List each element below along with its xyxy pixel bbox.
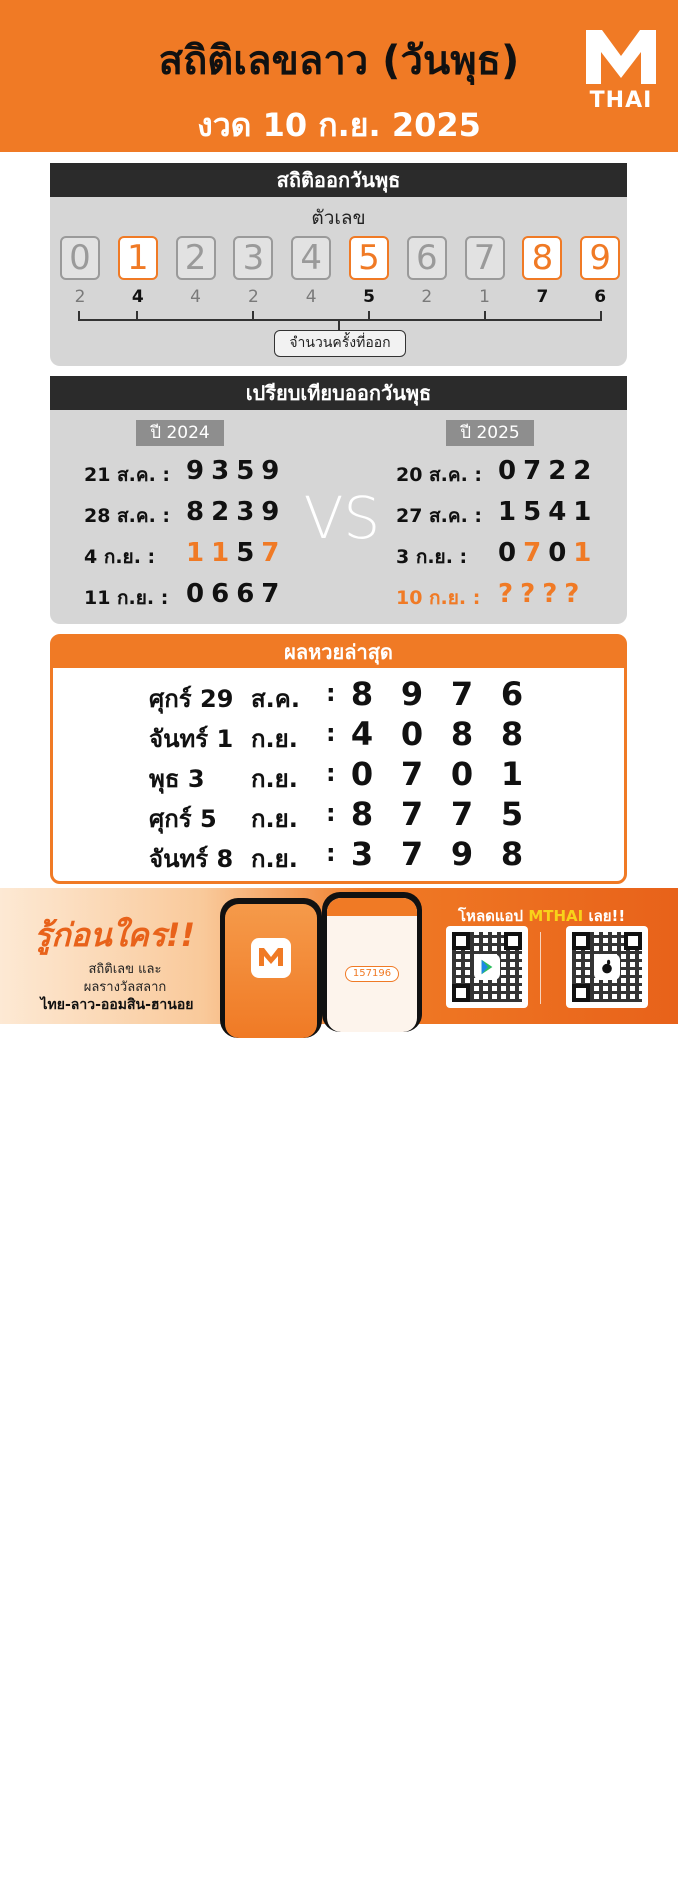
year-tag-left: ปี 2024 (136, 420, 224, 446)
digit-box-8: 8 (522, 236, 562, 280)
qr-corner (624, 932, 642, 950)
digit-count-5: 5 (363, 287, 375, 307)
result-digit: 8 (500, 835, 524, 873)
result-digit: 0 (498, 456, 524, 486)
watermark: MThai.com (300, 1876, 371, 1891)
result-day: จันทร์ 8 (149, 845, 234, 873)
count-axis-line (78, 319, 602, 321)
digit-count-8: 7 (536, 287, 549, 307)
result-digit: 2 (211, 497, 237, 527)
digit-box-1: 1 (118, 236, 158, 280)
phone-image-left (220, 898, 322, 1038)
apple-icon (594, 954, 620, 980)
mthai-logo (580, 30, 662, 120)
axis-label: จำนวนครั้งที่ออก (274, 330, 406, 357)
axis-tick (136, 311, 138, 321)
result-digit: 7 (450, 675, 474, 713)
results-heading: ผลหวยล่าสุด (53, 637, 624, 668)
result-digit: 7 (450, 795, 474, 833)
result-digit: 0 (450, 755, 474, 793)
result-month: ก.ย. (251, 805, 298, 833)
result-digit: 5 (236, 456, 262, 486)
result-digit: 7 (400, 795, 424, 833)
result-digit: 6 (236, 579, 262, 609)
result-colon: : (326, 759, 336, 787)
axis-tick (368, 311, 370, 321)
result-digit: ? (564, 579, 587, 609)
result-digit: 1 (211, 538, 237, 568)
result-digit: 7 (400, 835, 424, 873)
promo-title: รู้ก่อนใคร!! (34, 916, 196, 954)
right-result-number (498, 456, 598, 486)
digit-count-9: 6 (594, 287, 607, 307)
digit-box-0: 0 (60, 236, 100, 280)
result-digit: 8 (186, 497, 212, 527)
left-result-number (186, 579, 286, 609)
result-digit: 0 (498, 538, 524, 568)
right-date-label: 10 ก.ย. : (396, 587, 481, 609)
result-day: ศุกร์ 5 (149, 805, 217, 833)
qr-corner (504, 932, 522, 950)
digit-count-6: 2 (421, 287, 433, 307)
phone-screen-left (225, 904, 317, 1038)
result-digit: 6 (211, 579, 237, 609)
result-month: ส.ค. (251, 685, 300, 713)
result-digit: 0 (400, 715, 424, 753)
digit-box-4: 4 (291, 236, 331, 280)
axis-tick (484, 311, 486, 321)
digit-count-3: 2 (247, 287, 259, 307)
result-digit: 1 (500, 755, 524, 793)
download-suffix: เลย!! (583, 907, 626, 925)
digit-box-9: 9 (580, 236, 620, 280)
axis-tick (78, 311, 80, 321)
download-brand: MTHAI (528, 907, 584, 925)
result-digit: 5 (236, 538, 262, 568)
qr-divider (540, 932, 541, 1004)
result-digit: 9 (450, 835, 474, 873)
left-date-label: 21 ส.ค. : (84, 464, 171, 486)
stats-heading: สถิติออกวันพุธ (50, 163, 627, 197)
compare-heading: เปรียบเทียบออกวันพุธ (50, 376, 627, 410)
left-date-label: 4 ก.ย. : (84, 546, 156, 568)
app-header-bar (327, 898, 417, 916)
result-digit: 1 (573, 538, 599, 568)
android-qr-code[interactable] (446, 926, 528, 1008)
result-digit: 7 (523, 456, 549, 486)
right-date-label: 27 ส.ค. : (396, 505, 483, 527)
year-tag-right: ปี 2025 (446, 420, 534, 446)
result-digit: 4 (350, 715, 374, 753)
result-digit: 1 (186, 538, 212, 568)
result-digit: 7 (400, 755, 424, 793)
digit-count-4: 4 (305, 287, 317, 307)
result-digit: 7 (261, 579, 287, 609)
digit-box-3: 3 (233, 236, 273, 280)
m-logo-icon (586, 30, 656, 84)
qr-corner (572, 984, 590, 1002)
axis-tick (252, 311, 254, 321)
result-month: ก.ย. (251, 725, 298, 753)
download-prefix: โหลดแอป (458, 907, 529, 925)
logo-text: THAI (589, 88, 653, 113)
right-date-label: 3 ก.ย. : (396, 546, 468, 568)
result-day: พุธ 3 (149, 765, 205, 793)
axis-tick (600, 311, 602, 321)
result-day: จันทร์ 1 (149, 725, 234, 753)
result-digit: 5 (500, 795, 524, 833)
phone-screen-right (327, 898, 417, 1032)
result-digit: 9 (261, 456, 287, 486)
right-date-label: 20 ส.ค. : (396, 464, 483, 486)
right-result-number (498, 538, 598, 568)
result-digit: 0 (548, 538, 574, 568)
phone-image-right (322, 892, 422, 1032)
result-digit: ? (542, 579, 565, 609)
result-month: ก.ย. (251, 765, 298, 793)
result-digit: 7 (261, 538, 287, 568)
result-digit: 0 (350, 755, 374, 793)
result-colon: : (326, 719, 336, 747)
result-digit: 5 (523, 497, 549, 527)
result-digit: 1 (573, 497, 599, 527)
result-digit: 1 (498, 497, 524, 527)
result-digit: 9 (186, 456, 212, 486)
result-digit: 2 (548, 456, 574, 486)
app-icon (251, 938, 291, 978)
digit-box-2: 2 (176, 236, 216, 280)
qr-corner (452, 984, 470, 1002)
result-digit: ? (520, 579, 543, 609)
left-result-number (186, 456, 286, 486)
result-digit: 8 (450, 715, 474, 753)
left-result-number (186, 497, 286, 527)
digit-count-7: 1 (479, 287, 490, 307)
digit-count-1: 4 (131, 287, 144, 307)
promo-line-3: ไทย-ลาว-ออมสิน-ฮานอย (40, 997, 194, 1013)
result-day: ศุกร์ 29 (149, 685, 234, 713)
result-digit: 9 (400, 675, 424, 713)
result-digit: 4 (548, 497, 574, 527)
google-play-icon (474, 954, 500, 980)
left-result-number (186, 538, 286, 568)
weekday-stats-panel (50, 163, 627, 366)
result-digit: 8 (350, 795, 374, 833)
digit-box-6: 6 (407, 236, 447, 280)
left-date-label: 28 ส.ค. : (84, 505, 171, 527)
result-digit: 3 (236, 497, 262, 527)
digit-box-5: 5 (349, 236, 389, 280)
app-number-pill: 157196 (345, 966, 399, 982)
result-colon: : (326, 839, 336, 867)
digits-label: ตัวเลข (311, 207, 366, 229)
promo-line-1: สถิติเลข และ (88, 962, 162, 977)
result-digit: 9 (261, 497, 287, 527)
promo-line-2: ผลรางวัลสลาก (83, 980, 167, 995)
result-digit: 0 (186, 579, 212, 609)
result-digit: ? (498, 579, 521, 609)
vs-label: VS (303, 484, 381, 552)
result-digit: 2 (573, 456, 599, 486)
result-digit: 3 (350, 835, 374, 873)
digit-count-2: 4 (190, 287, 201, 307)
qr-corner (572, 932, 590, 950)
result-month: ก.ย. (251, 845, 298, 873)
result-digit: 8 (500, 715, 524, 753)
ios-qr-code[interactable] (566, 926, 648, 1008)
result-digit: 7 (523, 538, 549, 568)
result-digit: 3 (211, 456, 237, 486)
result-colon: : (326, 679, 336, 707)
left-date-label: 11 ก.ย. : (84, 587, 169, 609)
download-text (458, 904, 625, 928)
page-title: สถิติเลขลาว (วันพุธ) (158, 38, 520, 84)
right-result-number (498, 579, 586, 609)
result-digit: 6 (500, 675, 524, 713)
compare-panel (50, 376, 627, 624)
result-digit: 8 (350, 675, 374, 713)
latest-results-panel (50, 634, 627, 884)
header-banner (0, 0, 678, 152)
draw-date-subtitle: งวด 10 ก.ย. 2025 (197, 106, 481, 144)
result-colon: : (326, 799, 336, 827)
right-result-number (498, 497, 598, 527)
qr-corner (452, 932, 470, 950)
digit-count-0: 2 (74, 287, 86, 307)
digit-box-7: 7 (465, 236, 505, 280)
